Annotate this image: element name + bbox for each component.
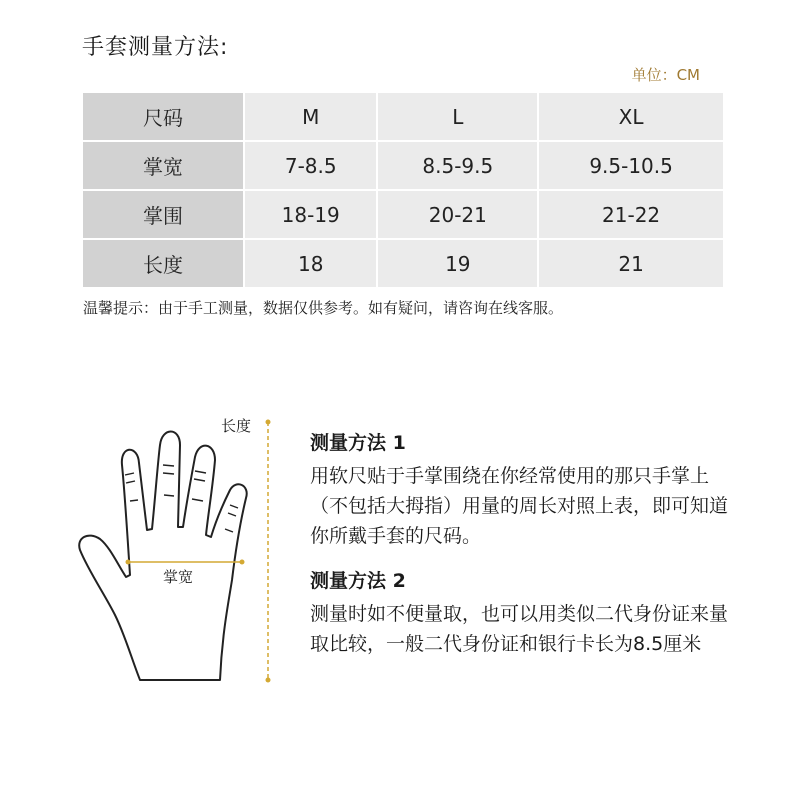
finger-creases — [125, 465, 238, 532]
table-cell: 8.5-9.5 — [378, 142, 539, 191]
table-cell: 掌围 — [83, 191, 245, 240]
table-cell: 掌宽 — [83, 142, 245, 191]
table-cell: 21-22 — [539, 191, 723, 240]
method-body: 用软尺贴于手掌围绕在你经常使用的那只手掌上（不包括大拇指）用量的周长对照上表，即可知道你所戴手套的尺码。 — [310, 465, 729, 547]
table-cell: 长度 — [83, 240, 245, 287]
table-cell: 19 — [378, 240, 539, 287]
table-cell: 21 — [539, 240, 723, 287]
disclaimer-note: 温馨提示：由于手工测量，数据仅供参考。如有疑问，请咨询在线客服。 — [83, 299, 564, 317]
table-cell: XL — [539, 93, 723, 142]
table-cell: 7-8.5 — [245, 142, 378, 191]
size-table — [83, 93, 723, 287]
hand-outline — [79, 432, 246, 681]
unit-label: 单位：CM — [631, 66, 700, 84]
table-cell: 9.5-10.5 — [539, 142, 723, 191]
method-1 — [310, 428, 740, 551]
length-label: 长度 — [221, 417, 252, 435]
method-heading: 测量方法 1 — [310, 432, 406, 454]
hand-diagram — [70, 405, 290, 695]
table-cell: 18-19 — [245, 191, 378, 240]
method-2 — [310, 566, 740, 659]
table-row — [83, 93, 723, 142]
table-cell: L — [378, 93, 539, 142]
table-cell: 20-21 — [378, 191, 539, 240]
table-row — [83, 240, 723, 287]
table-row — [83, 191, 723, 240]
table-cell: M — [245, 93, 378, 142]
method-heading: 测量方法 2 — [310, 570, 406, 592]
table-cell: 尺码 — [83, 93, 245, 142]
page-title: 手套测量方法: — [82, 35, 229, 60]
method-body: 测量时如不便量取，也可以用类似二代身份证来量取比较，一般二代身份证和银行卡长为8.5厘米 — [310, 603, 729, 655]
table-cell: 18 — [245, 240, 378, 287]
palm-width-label: 掌宽 — [163, 568, 194, 586]
table-row — [83, 142, 723, 191]
